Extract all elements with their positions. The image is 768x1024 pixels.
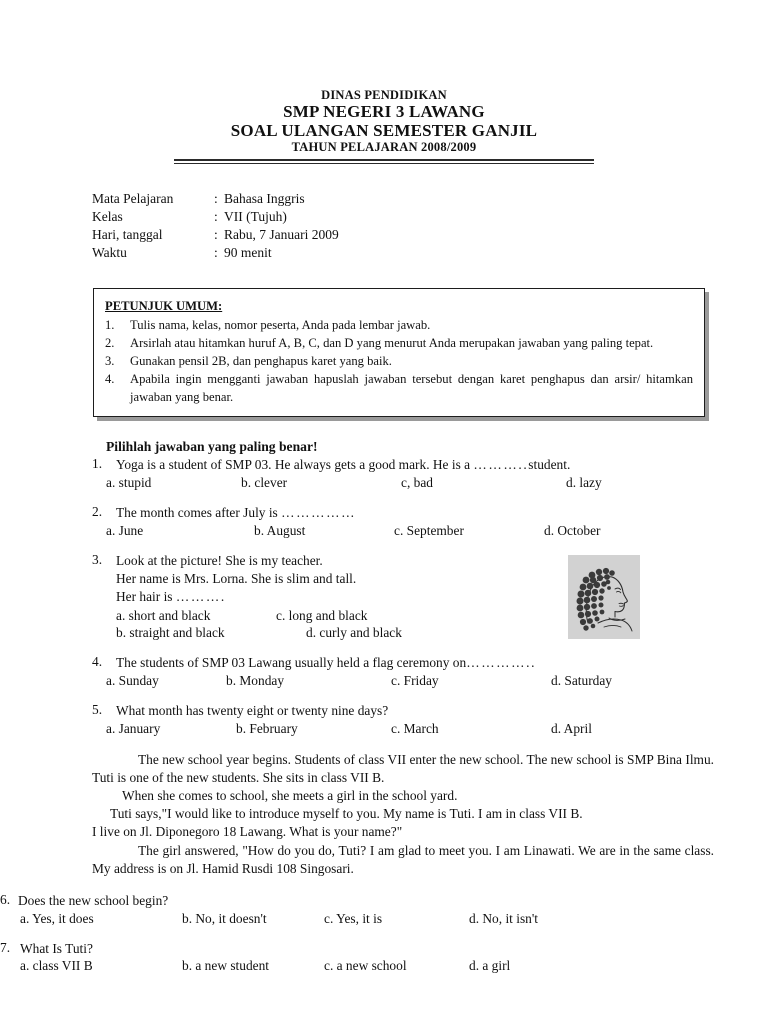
question-5 <box>92 702 712 737</box>
option-row <box>92 475 712 491</box>
question-list <box>92 439 712 737</box>
divider-line-thick <box>174 159 594 161</box>
instruction-text: Gunakan pensil 2B, dan penghapus karet yang baik. <box>130 354 392 369</box>
metadata-value: Bahasa Inggris <box>224 191 305 207</box>
option-b[interactable]: b. February <box>236 721 298 737</box>
option-d[interactable]: d. April <box>551 721 592 737</box>
option-d[interactable]: d. Saturday <box>551 673 612 689</box>
question-text <box>116 655 536 670</box>
option-d[interactable]: d. a girl <box>469 958 511 974</box>
question-text-line-1: Look at the picture! She is my teacher. <box>116 553 323 569</box>
instructions-box <box>93 288 705 417</box>
teacher-portrait-image <box>568 555 640 639</box>
option-d[interactable]: d. curly and black <box>306 625 402 641</box>
metadata-label: Waktu <box>92 245 127 261</box>
question-7 <box>0 940 620 975</box>
option-c[interactable]: c. March <box>391 721 439 737</box>
option-c[interactable]: c. long and black <box>276 607 368 623</box>
question-text: What Is Tuti? <box>20 940 93 956</box>
instruction-text: Apabila ingin mengganti jawaban hapuslah jawaban tersebut dengan karet penghapus dan arsir/ hitamkan jawaban yang benar. <box>130 372 693 405</box>
option-d[interactable]: d. October <box>544 523 601 539</box>
option-row <box>92 523 712 539</box>
instruction-item <box>105 316 693 334</box>
instruction-item <box>105 352 693 370</box>
option-a[interactable]: a. Sunday <box>106 673 159 689</box>
option-row <box>0 958 620 974</box>
metadata-separator: : <box>214 227 218 243</box>
instructions-list <box>105 316 693 406</box>
option-b[interactable]: b. a new student <box>182 958 270 974</box>
option-c[interactable]: c. a new school <box>324 958 407 974</box>
question-number: 5. <box>92 702 103 718</box>
question-number: 4. <box>92 654 103 670</box>
metadata-value: 90 menit <box>224 245 272 261</box>
metadata-separator: : <box>214 191 218 207</box>
question-text: What month has twenty eight or twenty nine days? <box>116 703 389 719</box>
instruction-text: Tulis nama, kelas, nomor peserta, Anda pada lembar jawab. <box>130 318 431 333</box>
passage-paragraph-3-line-1: Tuti says,"I would like to introduce myself to you. My name is Tuti. I am in class VII B. <box>110 806 583 822</box>
metadata-value: VII (Tujuh) <box>224 209 287 225</box>
instruction-number: 3. <box>105 354 115 369</box>
question-text <box>116 505 356 520</box>
metadata-row <box>92 208 768 226</box>
passage-paragraph-4: The girl answered, "How do you do, Tuti? I am glad to meet you. I am Linawati. We are in the same class. My address is on Jl. Hamid Rusdi 108 Singosari. <box>92 842 714 876</box>
question-text-part-a: The month comes after July is <box>116 505 282 521</box>
metadata-separator: : <box>214 209 218 225</box>
metadata-label: Kelas <box>92 209 123 225</box>
metadata-label: Mata Pelajaran <box>92 191 174 207</box>
question-2 <box>92 504 712 539</box>
instruction-number: 4. <box>105 372 115 387</box>
reading-passage <box>92 751 714 878</box>
question-text-part-b: student. <box>528 457 571 473</box>
instructions-title: PETUNJUK UMUM: <box>105 299 223 314</box>
option-a[interactable]: a. June <box>106 523 144 539</box>
metadata-row <box>92 190 768 208</box>
question-3 <box>92 552 712 642</box>
instruction-text: Arsirlah atau hitamkan huruf A, B, C, dan D yang menurut Anda merupakan jawaban yang paling tepat. <box>130 336 654 351</box>
divider-line-thin <box>174 163 594 164</box>
header-school-name: SMP NEGERI 3 LAWANG <box>283 102 485 121</box>
instructions-panel <box>93 288 705 417</box>
option-a[interactable]: a. stupid <box>106 475 152 491</box>
question-text-part-a: The students of SMP 03 Lawang usually held a flag ceremony on <box>116 655 467 671</box>
question-number: 7. <box>0 939 11 955</box>
header-exam-title: SOAL ULANGAN SEMESTER GANJIL <box>230 121 538 141</box>
question-text <box>116 457 570 472</box>
question-text-line-2: Her name is Mrs. Lorna. She is slim and tall. <box>116 570 357 586</box>
option-b[interactable]: b. clever <box>241 475 288 491</box>
question-text-part-a: Her hair is <box>116 588 176 604</box>
option-a[interactable]: a. class VII B <box>20 958 93 974</box>
instruction-item <box>105 334 693 352</box>
header-academic-year: TAHUN PELAJARAN 2008/2009 <box>291 140 477 155</box>
answer-blank-dots: ………. <box>175 588 226 604</box>
option-c[interactable]: c. September <box>394 523 464 539</box>
answer-blank-dots: ………….. <box>466 655 537 671</box>
metadata-value: Rabu, 7 Januari 2009 <box>224 227 339 243</box>
option-d[interactable]: d. No, it isn't <box>469 910 538 926</box>
question-number: 3. <box>92 552 103 568</box>
metadata-separator: : <box>214 245 218 261</box>
option-a[interactable]: a. short and black <box>116 607 211 623</box>
question-4 <box>92 654 712 689</box>
question-1 <box>92 456 712 491</box>
option-b[interactable]: b. No, it doesn't <box>182 910 267 926</box>
option-a[interactable]: a. January <box>106 721 161 737</box>
option-row <box>92 721 712 737</box>
option-c[interactable]: c. Yes, it is <box>324 910 383 926</box>
metadata-row <box>92 226 768 244</box>
question-number: 2. <box>92 504 103 520</box>
option-d[interactable]: d. lazy <box>566 475 602 491</box>
instruction-number: 2. <box>105 336 115 351</box>
option-row <box>92 673 712 689</box>
answer-blank-dots: …………… <box>281 505 357 521</box>
passage-paragraph-1: The new school year begins. Students of class VII enter the new school. The new school is SMP Bina Ilmu. Tuti is one of the new students. She sits in class VII B. <box>92 752 714 786</box>
metadata-label: Hari, tanggal <box>92 227 163 243</box>
question-list-passage <box>0 892 620 975</box>
option-c[interactable]: c, bad <box>401 475 433 491</box>
passage-paragraph-3-line-2: I live on Jl. Diponegoro 18 Lawang. What is your name?" <box>92 824 403 840</box>
document-header <box>0 0 768 164</box>
question-number: 1. <box>92 456 103 472</box>
option-b[interactable]: b. Monday <box>226 673 285 689</box>
question-text: Does the new school begin? <box>18 892 169 908</box>
passage-paragraph-2: When she comes to school, she meets a girl in the school yard. <box>122 788 458 804</box>
quiz-instruction-heading: Pilihlah jawaban yang paling benar! <box>106 439 318 455</box>
option-row <box>0 911 620 927</box>
header-institution-line: DINAS PENDIDIKAN <box>321 88 447 102</box>
option-b[interactable]: b. August <box>254 523 306 539</box>
instruction-item <box>105 370 693 406</box>
exam-metadata <box>92 190 768 262</box>
question-6 <box>0 892 620 927</box>
answer-blank-dots: ……….. <box>473 457 529 473</box>
metadata-row <box>92 244 768 262</box>
header-divider <box>174 159 594 164</box>
instruction-number: 1. <box>105 318 115 333</box>
option-a[interactable]: a. Yes, it does <box>20 910 94 926</box>
question-number: 6. <box>0 891 11 907</box>
option-c[interactable]: c. Friday <box>391 673 439 689</box>
question-text-part-a: Yoga is a student of SMP 03. He always gets a good mark. He is a <box>116 457 474 473</box>
option-b[interactable]: b. straight and black <box>116 625 225 641</box>
